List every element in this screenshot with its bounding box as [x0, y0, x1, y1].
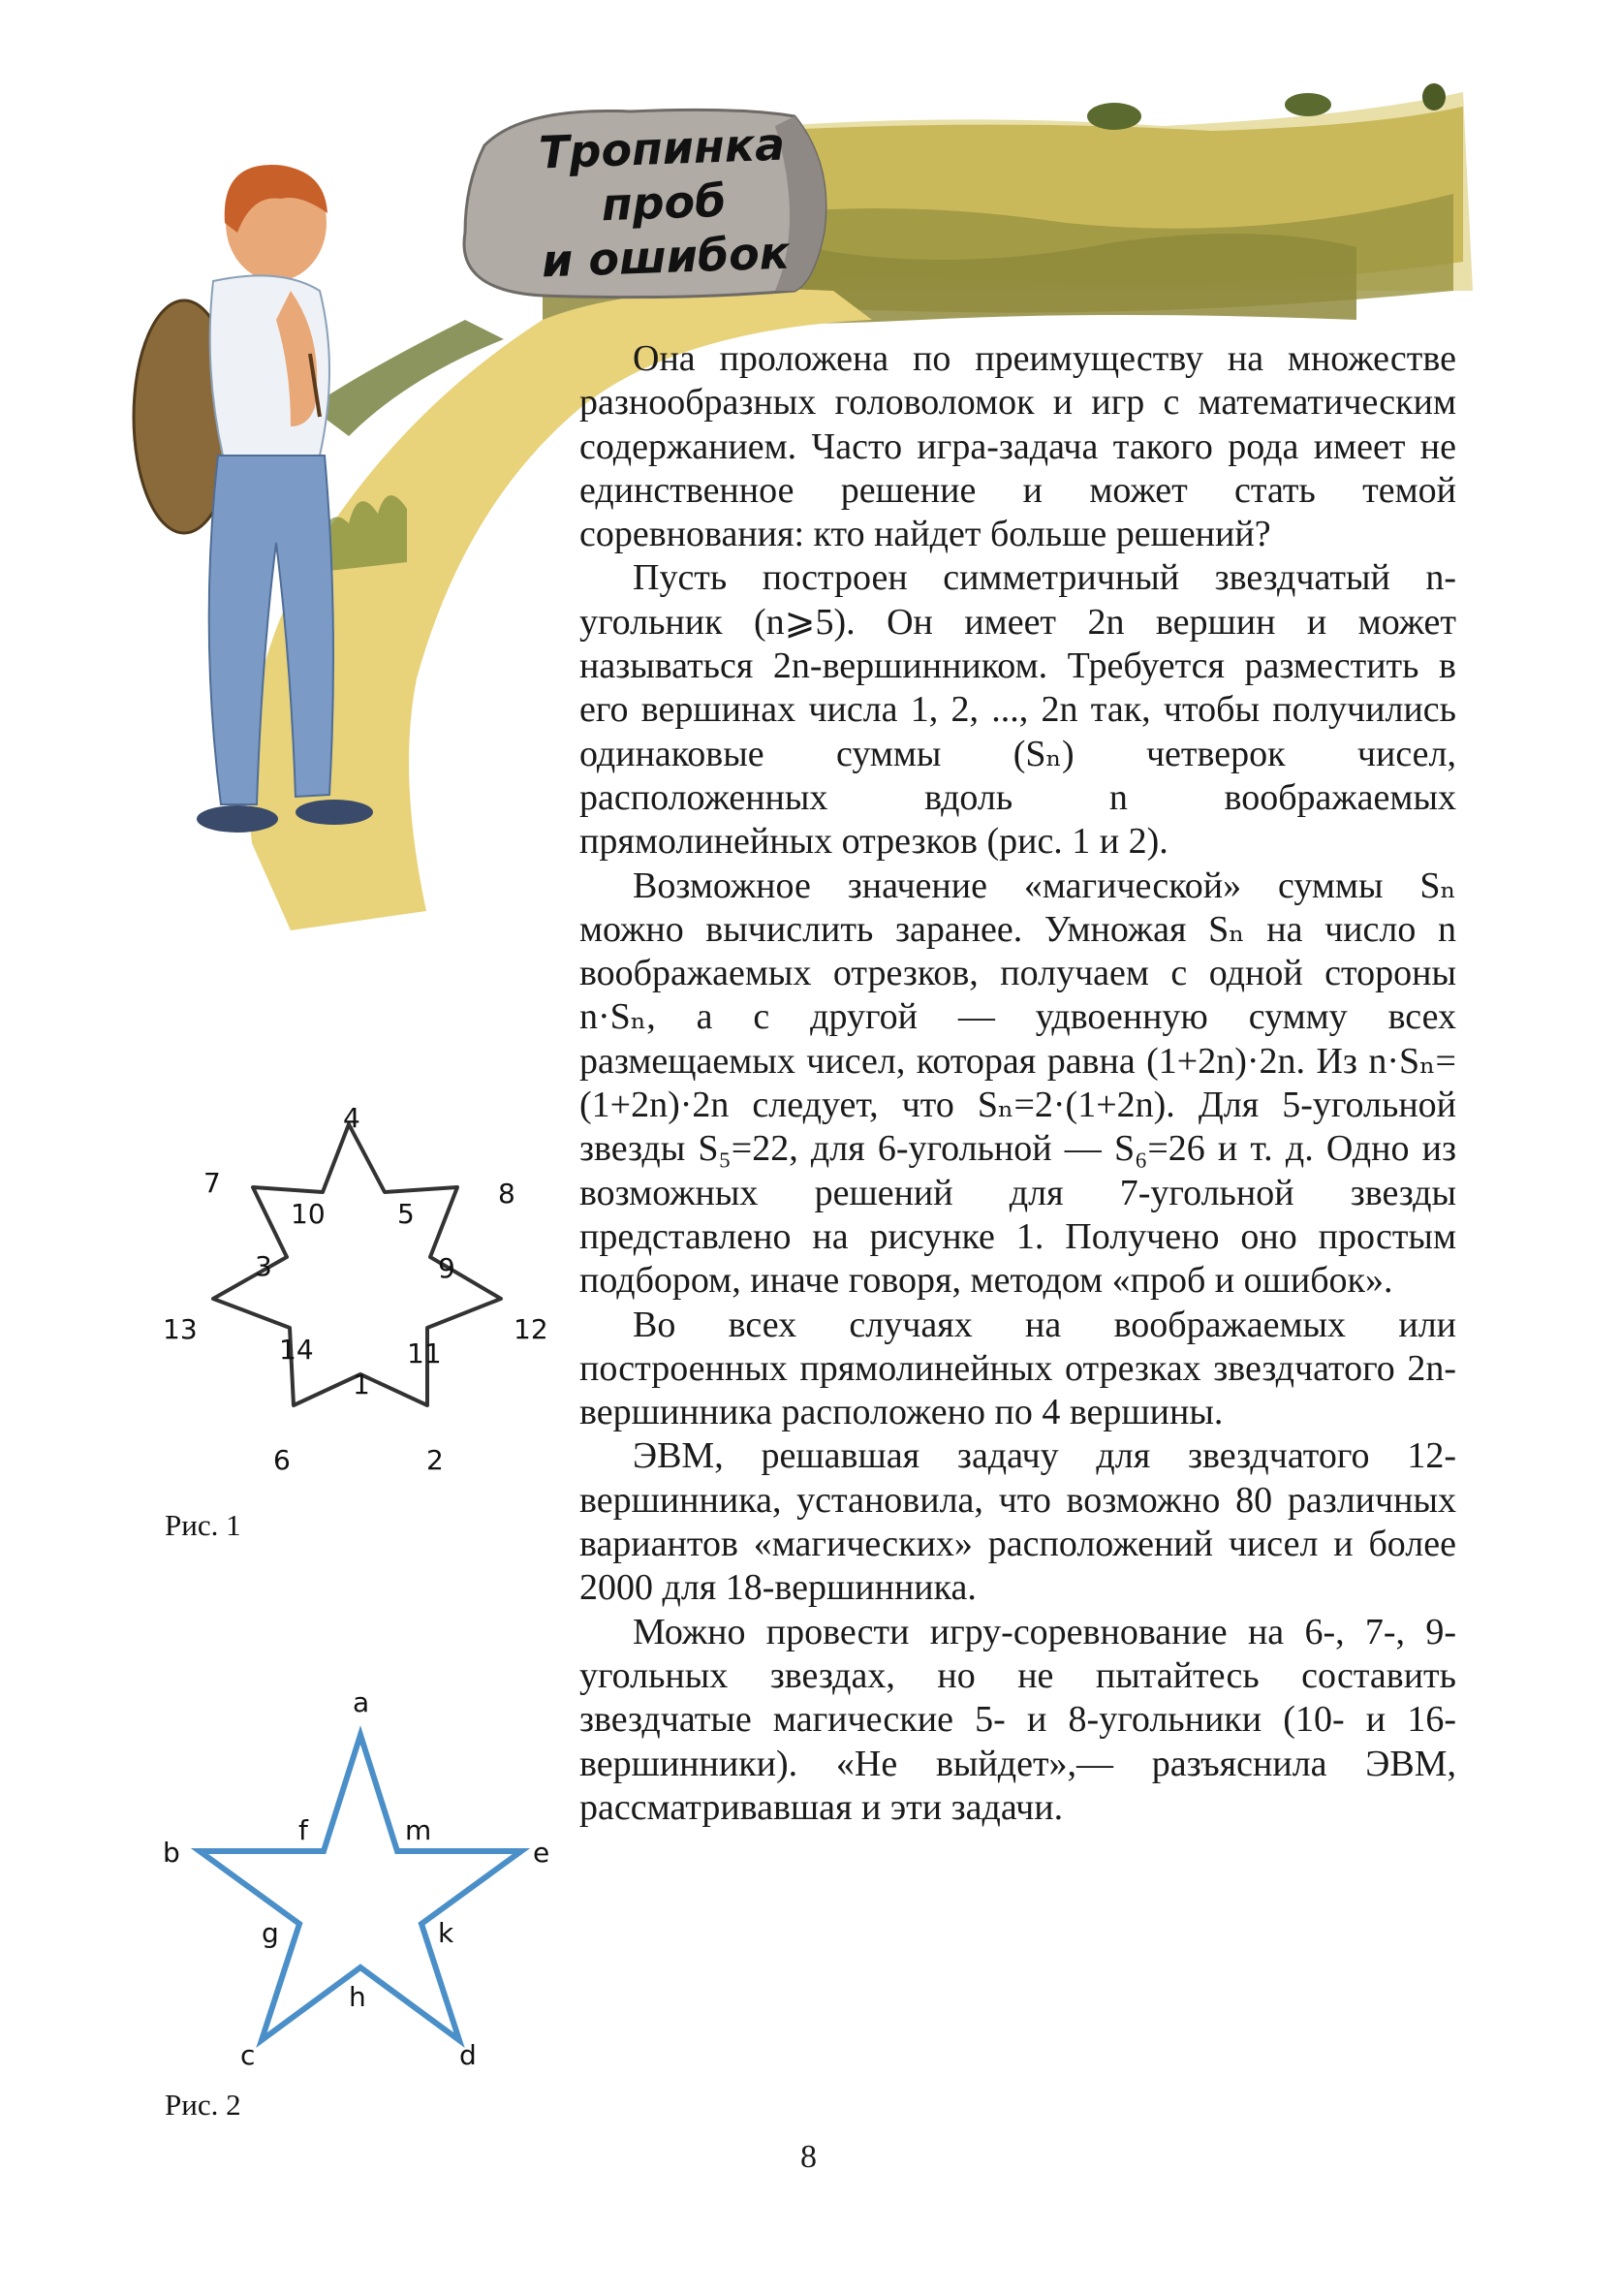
fig2-label-a: a	[353, 1686, 370, 1718]
fig2-label-g: g	[262, 1917, 279, 1949]
fig1-label-7: 7	[203, 1167, 221, 1199]
fig2-label-h: h	[349, 1981, 366, 2013]
fig1-label-11: 11	[407, 1337, 442, 1369]
paragraph: Она проложена по преимуществу на множестве разнообразных головоломок и игр с математическим содержанием. Часто игра-задача такого рода имеет не единственное решение и может стать темой соревнования: кто найдет больше решений?	[579, 338, 1456, 555]
grass-tufts	[320, 495, 407, 572]
fig1-label-6: 6	[273, 1444, 291, 1476]
title-line-1: Тропинка	[538, 117, 786, 179]
boy-shoe-right	[296, 800, 373, 825]
paragraph: Во всех случаях на воображаемых или построенных прямолинейных отрезках звездчатого 2n-вершинника расположено по 4 вершины.	[579, 1304, 1456, 1433]
fig2-label-b: b	[163, 1837, 180, 1869]
figure-2-caption: Рис. 2	[165, 2088, 241, 2122]
fig2-label-e: e	[533, 1837, 550, 1869]
figure-1-caption: Рис. 1	[165, 1508, 241, 1542]
fig1-label-2: 2	[426, 1444, 444, 1476]
fig2-label-f: f	[298, 1814, 308, 1846]
title-line-3: и ошибок	[541, 226, 791, 288]
paragraph: Можно провести игру-соревнование на 6-, 7-, 9-угольных звездах, но не пытайтесь составить звездчатые магические 5- и 8-угольники (10- и 16-вершинники). «Не выйдет»,— разъяснила ЭВМ, рассматривавшая и эти задачи.	[579, 1611, 1456, 1828]
paragraph: Возможное значение «магической» суммы Sₙ можно вычислить заранее. Умножая Sₙ на число n воображаемых отрезков, получаем с одной стороны n·Sₙ, а с другой — удвоенную сумму всех размещаемых чисел, которая равна (1+2n)·2n. Из n·Sₙ=(1+2n)·2n следует, что Sₙ=2·(1+2n). Для 5-угольной звезды S₅=22, для 6-угольной — S₆=26 и т. д. Одно из возможных решений для 7-угольной звезды представлено на рисунке 1. Получено оно простым подбором, иначе говоря, методом «проб и ошибок».	[579, 865, 1456, 1302]
fig1-label-13: 13	[163, 1313, 198, 1345]
fig1-label-10: 10	[291, 1198, 326, 1230]
fig1-label-8: 8	[498, 1178, 515, 1210]
fig1-label-9: 9	[438, 1252, 455, 1284]
fig1-label-1: 1	[353, 1368, 370, 1400]
tree	[1285, 93, 1331, 116]
fig1-label-4: 4	[343, 1102, 360, 1134]
title-line-2: проб	[600, 173, 728, 232]
figure-2-star	[184, 1715, 552, 2074]
page-number: 8	[800, 2139, 817, 2175]
fig1-label-5: 5	[397, 1198, 415, 1230]
fig2-label-k: k	[438, 1917, 454, 1949]
tree	[1422, 83, 1446, 110]
paragraph: ЭВМ, решавшая задачу для звездчатого 12-вершинника, установила, что возможно 80 различных вариантов «магических» расположений чисел и более 2000 для 18-вершинника.	[579, 1435, 1456, 1609]
body-text	[579, 337, 1456, 1830]
fig1-label-14: 14	[279, 1334, 314, 1366]
chapter-title	[506, 115, 822, 289]
tree	[1087, 103, 1141, 130]
fig2-label-c: c	[240, 2039, 256, 2071]
fig2-label-m: m	[405, 1814, 432, 1846]
boy-shoe-left	[197, 805, 278, 833]
fig1-label-3: 3	[255, 1250, 272, 1282]
fig1-label-12: 12	[514, 1313, 548, 1345]
paragraph: Пусть построен симметричный звездчатый n-угольник (n⩾5). Он имеет 2n вершин и может называться 2n-вершинником. Требуется разместить в его вершинах числа 1, 2, ..., 2n так, чтобы получились одинаковые суммы (Sₙ) четверок чисел, расположенных вдоль n воображаемых прямолинейных отрезков (рис. 1 и 2).	[579, 557, 1456, 863]
fig2-label-d: d	[459, 2039, 477, 2071]
